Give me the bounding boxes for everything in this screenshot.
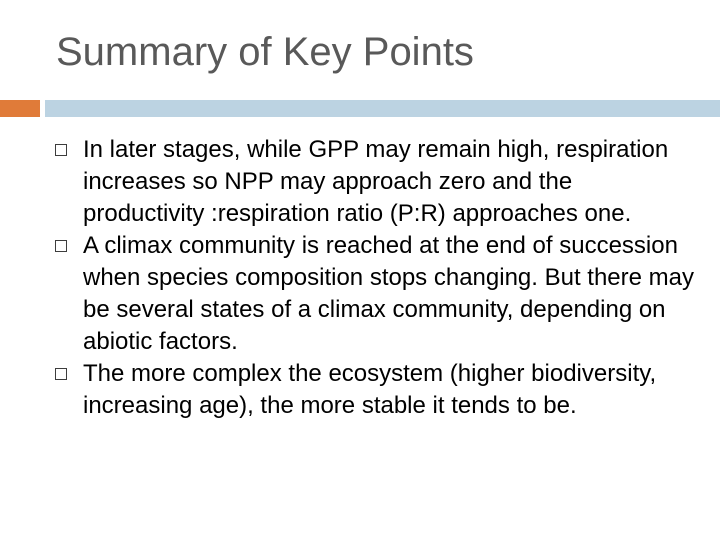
hollow-square-icon: [55, 368, 67, 380]
bullet-text: In later stages, while GPP may remain high, respiration increases so NPP may approach zero and the productivity :respiration ratio (P:R) approaches one.: [83, 136, 669, 227]
bullet-item: [55, 358, 695, 422]
title-divider-bar: [45, 100, 720, 117]
bullet-list: [55, 134, 695, 422]
slide-title: Summary of Key Points: [56, 30, 474, 74]
bullet-item: [55, 134, 695, 230]
bullet-text: A climax community is reached at the end of succession when species composition stops changing. But there may be several states of a climax community, depending on abiotic factors.: [83, 232, 695, 355]
bullet-item: [55, 230, 695, 358]
hollow-square-icon: [55, 144, 67, 156]
hollow-square-icon: [55, 240, 67, 252]
title-divider-accent: [0, 100, 40, 117]
bullet-text: The more complex the ecosystem (higher biodiversity, increasing age), the more stable it tends to be.: [83, 360, 657, 419]
